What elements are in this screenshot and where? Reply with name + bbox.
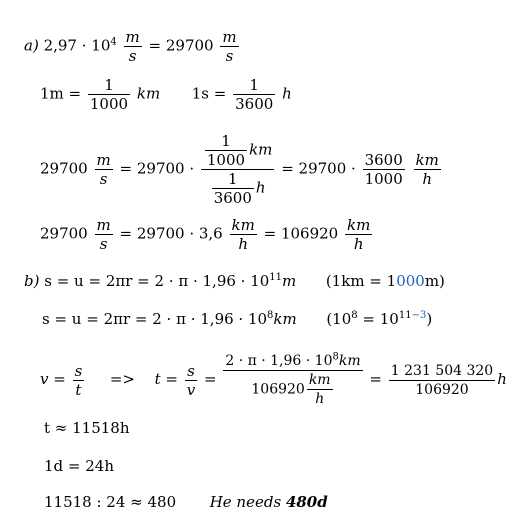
part-b-label: b) bbox=[24, 272, 40, 290]
a1-left: 2,97 · 10 bbox=[43, 36, 111, 55]
a3-eq2: = 29700 · bbox=[281, 159, 356, 178]
a4-kmh-frac: $\frac{km}{h}$ bbox=[231, 216, 255, 253]
b3-t: t = bbox=[154, 370, 178, 388]
a2-frac1: $\frac{1}{1000}$ bbox=[89, 76, 129, 113]
a3-eq1: = 29700 · bbox=[119, 159, 195, 178]
a2-frac2: $\frac{1}{3600}$ bbox=[235, 76, 274, 113]
b3-big-frac: $2 \cdot \pi \cdot 1,96 \cdot 10^8km$ 106920 $\frac{km}{h}$ bbox=[225, 351, 361, 407]
a4-lhs: 29700 bbox=[40, 224, 88, 243]
part-a-label: a) bbox=[24, 36, 39, 55]
b3-arrow: => bbox=[109, 370, 135, 388]
a1-exp: 4 bbox=[110, 36, 117, 48]
part-b-line-3 bbox=[40, 352, 507, 408]
b1-exp: 11 bbox=[269, 272, 283, 283]
a1-result-fraction: $\frac{m}{s}$ bbox=[222, 28, 237, 65]
b6-calc: 11518 : 24 ≈ 480 bbox=[44, 493, 177, 511]
b2-note: $(10^8 = 10^{11-3})$ bbox=[326, 310, 433, 328]
a2-unit1: km bbox=[136, 84, 161, 103]
b3-eq2: = bbox=[369, 370, 382, 388]
a4-res-unit-frac: $\frac{km}{h}$ bbox=[347, 216, 371, 253]
part-b-line-5: 1d = 24h bbox=[44, 457, 114, 475]
a2-lhs1: 1m = bbox=[40, 84, 82, 103]
part-a-line-4 bbox=[40, 216, 374, 253]
a4-res: = 106920 bbox=[263, 224, 339, 243]
part-b-line-1 bbox=[24, 272, 445, 290]
part-a-line-2 bbox=[40, 76, 292, 113]
b1-expr: s = u = 2πr = 2 · π · 1,96 · 10 bbox=[44, 272, 270, 290]
a4-unit-frac: $\frac{m}{s}$ bbox=[96, 216, 111, 253]
b2-expr: s = u = 2πr = 2 · π · 1,96 · 10 bbox=[42, 310, 268, 328]
b6-answer: 480d bbox=[285, 493, 328, 511]
a3-unit-frac2: $\frac{km}{h}$ bbox=[415, 151, 439, 188]
b3-v: v = bbox=[40, 370, 66, 388]
b1-unit: m bbox=[282, 272, 297, 290]
part-b-line-4: t ≈ 11518h bbox=[44, 419, 130, 437]
a3-frac: $\frac{3600}{1000}$ bbox=[364, 151, 403, 188]
b3-res-frac: $\frac{1 231 504 320}{106920}$ bbox=[390, 362, 494, 398]
a4-mid: = 29700 · 3,6 bbox=[119, 224, 223, 243]
a1-unit-fraction: $\frac{m}{s}$ bbox=[125, 28, 140, 65]
a2-lhs2: 1s = bbox=[191, 84, 227, 103]
a2-unit2: h bbox=[282, 84, 292, 103]
b3-sv-frac: $\frac{s}{v}$ bbox=[186, 361, 196, 399]
a3-lhs: 29700 bbox=[40, 159, 88, 178]
part-b-line-6 bbox=[44, 493, 328, 511]
a1-eq: = 29700 bbox=[148, 36, 214, 55]
a3-compound-frac: $\frac{1}{1000}$ km $\frac{1}{3600}$ h bbox=[201, 132, 275, 207]
b3-res-unit: h bbox=[497, 370, 507, 388]
b3-eq: = bbox=[203, 370, 217, 388]
b1-note: (1km = 1000m) bbox=[325, 272, 445, 290]
b3-st-frac: $\frac{s}{t}$ bbox=[74, 361, 83, 399]
part-a-line-3 bbox=[40, 132, 443, 207]
a3-unit-frac: $\frac{m}{s}$ bbox=[96, 151, 111, 188]
b2-exp: 8 bbox=[267, 310, 274, 321]
b6-text: He needs bbox=[209, 493, 282, 511]
part-b-line-2 bbox=[42, 310, 432, 328]
b2-unit: km bbox=[273, 310, 297, 328]
part-a-line-1 bbox=[24, 28, 241, 65]
